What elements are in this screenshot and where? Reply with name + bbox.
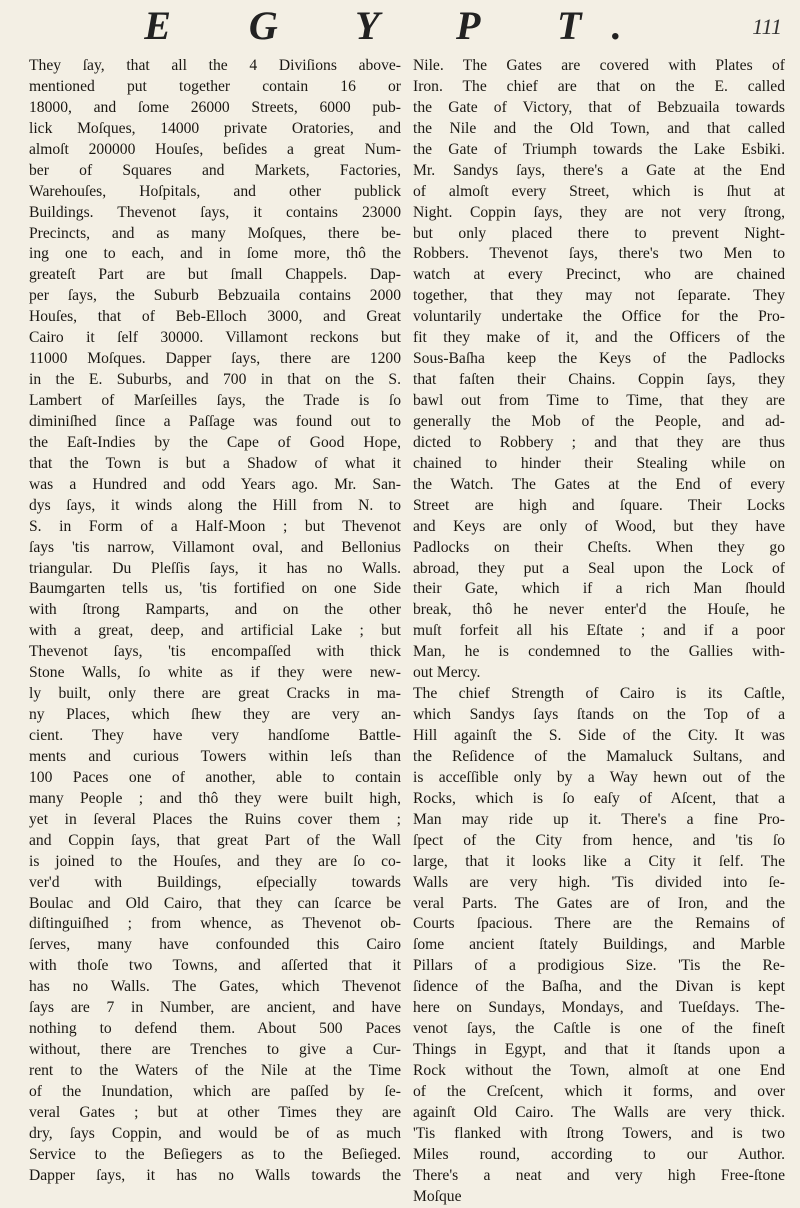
text-line: The chief Strength of Cairo is its Caſtle, <box>413 685 785 703</box>
text-line: Walls are very high. 'Tis divided into ſe- <box>413 873 785 891</box>
text-line: with a great, deep, and artificial Lake ; but <box>29 622 401 640</box>
running-head: E G Y P T. <box>144 3 656 48</box>
text-line: Rock without the Town, almoſt at one End <box>413 1062 785 1079</box>
text-line: of the Inundation, which are paſſed by ſe- <box>29 1082 401 1100</box>
text-line: ſays 'tis narrow, Villamont oval, and Bellonius <box>29 538 401 556</box>
text-line: per ſays, the Suburb Bebzuaila contains 2000 <box>29 287 401 305</box>
text-line: 'Tis flanked with ſtrong Towers, and is two <box>413 1124 785 1142</box>
text-line: Man may ride up it. There's a fine Pro- <box>413 810 785 828</box>
text-line: was a Hundred and odd Years ago. Mr. San- <box>29 475 401 493</box>
text-line: Thevenot ſays, 'tis encompaſſed with thick <box>29 643 401 661</box>
text-line: the Reſidence of the Mamaluck Sultans, and <box>413 747 785 765</box>
text-line: ments and curious Towers within leſs than <box>29 747 401 765</box>
text-line: large, that it looks like a City it ſelf. The <box>413 852 785 870</box>
text-line: Houſes, that of Beb-Elloch 3000, and Great <box>29 308 401 326</box>
text-line: that faſten their Chains. Coppin ſays, they <box>413 371 785 389</box>
text-line: ſerves, many have confounded this Cairo <box>29 936 401 954</box>
text-line: Iron. The chief are that on the E. called <box>413 77 785 95</box>
text-line: ſpect of the City from hence, and 'tis ſo <box>413 831 785 849</box>
text-line: Cairo it ſelf 30000. Villamont reckons but <box>29 329 401 347</box>
text-line: Precincts, and as many Moſques, there be- <box>29 224 401 242</box>
text-line: mentioned put together contain 16 or <box>29 77 401 95</box>
text-line: rent to the Waters of the Nile at the Time <box>29 1062 401 1079</box>
page-number: 111 <box>752 14 782 39</box>
text-line: nothing to defend them. About 500 Paces <box>29 1020 401 1038</box>
text-line: many People ; and thô they were built high, <box>29 789 401 807</box>
text-line: veral Gates ; but at other Times they are <box>29 1103 401 1121</box>
text-line: Padlocks on their Cheſts. When they go <box>413 538 785 556</box>
text-line: dys ſays, it winds along the Hill from N. to <box>29 496 401 514</box>
text-line: voluntarily undertake the Office for the Pro- <box>413 308 785 326</box>
text-line: triangular. Du Pleſſis ſays, it has no Walls. <box>29 559 401 577</box>
text-line: and Coppin ſays, that great Part of the Wall <box>29 831 401 849</box>
text-line: diminiſhed ſince a Paſſage was found out to <box>29 412 401 430</box>
text-line: without, there are Trenches to give a Cur- <box>29 1041 401 1059</box>
text-line: ing one to each, and in ſome more, thô the <box>29 245 401 263</box>
text-line: venot ſays, the Caſtle is one of the fineſt <box>413 1020 785 1038</box>
text-line: yet in ſeveral Places the Ruins cover them ; <box>29 810 401 828</box>
text-line: the Gate of Victory, that of Bebzuaila towards <box>413 98 785 116</box>
text-line: Robbers. Thevenot ſays, there's two Men to <box>413 245 785 263</box>
text-line: of almoſt every Street, which is ſhut at <box>413 182 785 200</box>
text-line: and Keys are only of Wood, but they have <box>413 517 785 535</box>
text-line: break, thô he never enter'd the Houſe, he <box>413 601 785 619</box>
text-line: the Gate of Triumph towards the Lake Esbiki. <box>413 140 785 158</box>
text-line: the Eaſt-Indies by the Cape of Good Hope, <box>29 433 401 451</box>
text-line: ber of Squares and Markets, Factories, <box>29 161 401 179</box>
text-line: diſtinguiſhed ; from whence, as Thevenot ob- <box>29 915 401 933</box>
text-line: 11000 Moſques. Dapper ſays, there are 1200 <box>29 350 401 368</box>
text-line: here on Sundays, Mondays, and Tueſdays. The- <box>413 999 785 1017</box>
text-line: They ſay, that all the 4 Diviſions above- <box>29 57 401 74</box>
text-line: Street are high and ſquare. Their Locks <box>413 496 785 514</box>
text-line: Courts ſpacious. There are the Remains of <box>413 915 785 933</box>
text-line: Buildings. Thevenot ſays, it contains 23000 <box>29 203 401 221</box>
text-line: Miles round, according to our Author. <box>413 1145 785 1163</box>
text-line: has no Walls. The Gates, which Thevenot <box>29 978 401 996</box>
text-line: Pillars of a prodigious Size. 'Tis the Re- <box>413 957 785 975</box>
text-line: watch at every Precinct, who are chained <box>413 266 785 284</box>
text-line: There's a neat and very high Free-ſtone <box>413 1166 785 1184</box>
text-line: Sous-Baſha keep the Keys of the Padlocks <box>413 350 785 368</box>
text-line: Man, he is condemned to the Gallies with- <box>413 643 785 661</box>
text-line: dry, ſays Coppin, and would be of as much <box>29 1124 401 1142</box>
text-line: almoſt 200000 Houſes, beſides a great Num- <box>29 140 401 158</box>
text-line: that the Town is but a Shadow of what it <box>29 454 401 472</box>
text-line: Nile. The Gates are covered with Plates of <box>413 57 785 74</box>
text-line: chained to hinder their Stealing while on <box>413 454 785 472</box>
text-line: Stone Walls, ſo white as if they were new- <box>29 664 401 682</box>
text-line: S. in Form of a Half-Moon ; but Thevenot <box>29 517 401 535</box>
text-line: 18000, and ſome 26000 Streets, 6000 pub- <box>29 98 401 116</box>
text-line: their Gate, which if a rich Man ſhould <box>413 580 785 598</box>
text-line: but only placed there to prevent Night- <box>413 224 785 242</box>
text-line: fit they make of it, and the Officers of the <box>413 329 785 347</box>
text-line: greateſt Part are but ſmall Chappels. Dap- <box>29 266 401 284</box>
text-line: againſt Old Cairo. The Walls are very thick. <box>413 1103 785 1121</box>
text-line: Baumgarten tells us, 'tis fortified on one Side <box>29 580 401 598</box>
text-line: ly built, only there are great Cracks in ma- <box>29 685 401 703</box>
right-column <box>413 56 785 1205</box>
text-line: is joined to the Houſes, and they are ſo co- <box>29 852 401 870</box>
text-line: generally the Mob of the People, and ad- <box>413 412 785 430</box>
text-line: ſays are 7 in Number, are ancient, and have <box>29 999 401 1017</box>
text-line: out Mercy. <box>413 664 481 682</box>
text-line: Boulac and Old Cairo, that they can ſcarce be <box>29 894 401 912</box>
text-line: the Nile and the Old Town, and that called <box>413 119 785 137</box>
text-line: with thoſe two Towns, and aſſerted that it <box>29 957 401 975</box>
text-line: lick Moſques, 14000 private Oratories, and <box>29 119 401 137</box>
left-column <box>29 56 401 1184</box>
text-line: abroad, they put a Seal upon the Lock of <box>413 559 785 577</box>
text-line: in the E. Suburbs, and 700 in that on the S. <box>29 371 401 389</box>
text-line: dicted to Robbery ; and that they are thus <box>413 433 785 451</box>
text-line: Lambert of Marſeilles ſays, the Trade is ſo <box>29 392 401 409</box>
text-line: which Sandys ſays ſtands on the Top of a <box>413 706 785 724</box>
text-line: ſidence of the Baſha, and the Divan is kept <box>413 978 785 996</box>
text-line: of the Creſcent, which it forms, and over <box>413 1082 785 1100</box>
text-line: Hill againſt the S. Side of the City. It was <box>413 727 785 744</box>
text-line: cient. They have very handſome Battle- <box>29 727 401 744</box>
text-line: bawl out from Time to Time, that they are <box>413 392 785 409</box>
text-line: muſt forfeit all his Eſtate ; and if a poor <box>413 622 785 640</box>
text-line: is acceſſible only by a Way hewn out of the <box>413 768 785 786</box>
text-line: the Watch. The Gates at the End of every <box>413 475 785 493</box>
text-line: Rocks, which is ſo eaſy of Aſcent, that a <box>413 789 785 807</box>
text-line: Night. Coppin ſays, they are not very ſtrong, <box>413 203 785 221</box>
text-line: veral Parts. The Gates are of Iron, and the <box>413 894 785 912</box>
text-line: Warehouſes, Hoſpitals, and other publick <box>29 182 401 200</box>
text-line: ſome ancient ſtately Buildings, and Marble <box>413 936 785 954</box>
text-line: ny Places, which ſhew they are very an- <box>29 706 401 724</box>
text-line: together, that they may not ſeparate. They <box>413 287 785 305</box>
text-line: with ſtrong Ramparts, and on the other <box>29 601 401 619</box>
text-line: Service to the Beſiegers as to the Beſieged. <box>29 1145 401 1163</box>
text-line: Moſque <box>413 1187 462 1205</box>
text-line: ver'd with Buildings, eſpecially towards <box>29 873 401 891</box>
text-line: Mr. Sandys ſays, there's a Gate at the End <box>413 161 785 179</box>
text-line: Dapper ſays, it has no Walls towards the <box>29 1166 401 1184</box>
text-line: Things in Egypt, and that it ſtands upon a <box>413 1041 785 1059</box>
text-line: 100 Paces one of another, able to contain <box>29 768 401 786</box>
